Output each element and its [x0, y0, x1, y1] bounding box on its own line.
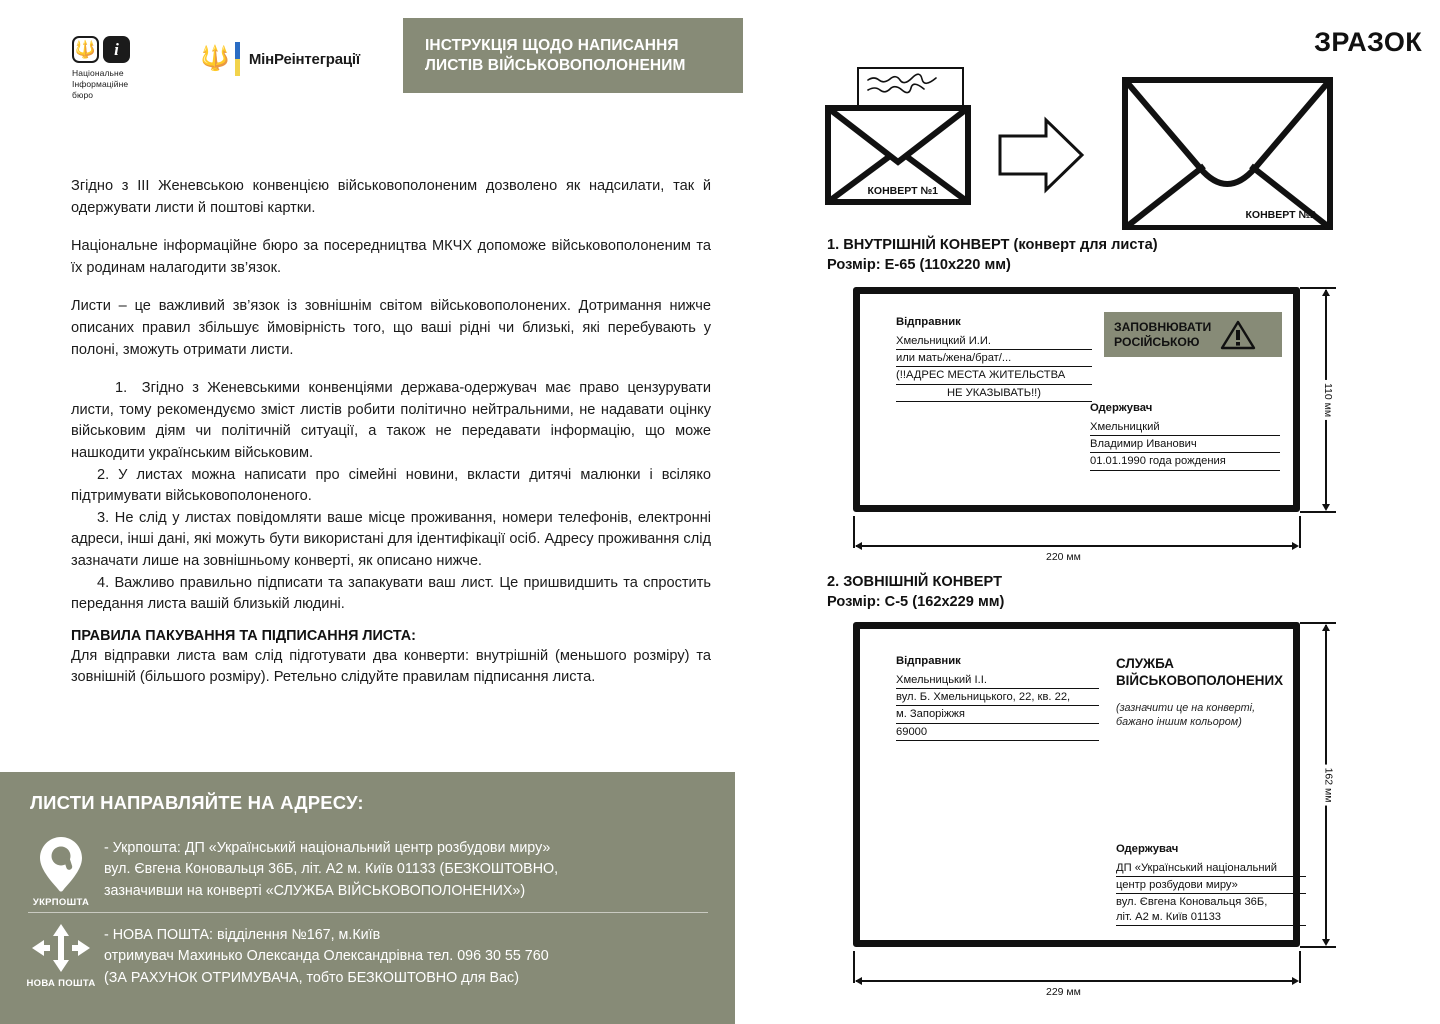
- address-divider: [28, 912, 708, 913]
- pow-service-title-line-2: ВІЙСЬКОВОПОЛОНЕНИХ: [1116, 673, 1283, 689]
- page-title-line-2: ЛИСТІВ ВІЙСЬКОВОПОЛОНЕНИМ: [425, 56, 686, 74]
- nib-caption: [72, 68, 128, 102]
- dim2-width-line: [856, 980, 1297, 982]
- rule-item-4: 4. Важливо правильно підписати та запакувати ваш лист. Це пришвидшить та спростить передання листа вашій близькій людині.: [71, 574, 711, 613]
- envelope2-width-label: 229 мм: [1043, 984, 1084, 1000]
- open-envelope-icon: [828, 68, 968, 202]
- envelope1-recipient-line-3: 01.01.1990 года рождения: [1090, 455, 1280, 470]
- ukraine-flag-bar-icon: [235, 42, 240, 76]
- envelope1-recipient-line-2: Владимир Иванович: [1090, 438, 1280, 453]
- paragraph-3: Листи – це важливий зв’язок із зовнішнім світом військовополонених. Дотримання нижче описаних правил збільшує ймовірність того, що ваші рідні чи близькі, які перебувають у полоні, зможуть отримати листи.: [71, 298, 711, 358]
- closed-envelope-icon: [1125, 80, 1330, 228]
- dim2-tick-bottom: [1300, 946, 1336, 948]
- dim1-tick-bottom: [1300, 511, 1336, 513]
- warning-triangle-icon: [1220, 319, 1256, 351]
- nova-poshta-arrows-icon: [30, 922, 92, 974]
- trident-icon: 🔱: [200, 45, 230, 72]
- sample-label: ЗРАЗОК: [1314, 27, 1422, 57]
- envelope1-heading-line-2: Розмір: Е-65 (110х220 мм): [827, 256, 1011, 273]
- envelope1-caption: КОНВЕРТ №1: [867, 185, 938, 197]
- envelope1-recipient-title: Одержувач: [1090, 402, 1153, 414]
- ukrposhta-line-1: - Укрпошта: ДП «Український національний центр розбудови миру»: [104, 840, 551, 856]
- envelope1-template: [853, 287, 1300, 512]
- minreintegration-label: МінРеінтеграції: [248, 50, 360, 68]
- envelope1-sender-line-4: НЕ УКАЗЫВАТЬ!!): [896, 387, 1092, 402]
- envelope2-sender-line-3: м. Запоріжжя: [896, 708, 1099, 723]
- envelope1-heading: [827, 236, 1158, 275]
- paragraph-1: Згідно з ІІІ Женевською конвенцією військовополоненим дозволено як надсилати, так й одержувати листи й поштові картки.: [71, 178, 711, 216]
- novaposhta-line-3: (ЗА РАХУНОК ОТРИМУВАЧА, тобто БЕЗКОШТОВНО для Вас): [104, 969, 519, 986]
- packing-rules-heading: ПРАВИЛА ПАКУВАННЯ ТА ПІДПИСАННЯ ЛИСТА:: [71, 627, 416, 644]
- dim1-arrow-left: [855, 542, 862, 550]
- novaposhta-address-text: [104, 922, 549, 989]
- envelope2-heading-line-2: Розмір: С-5 (162х229 мм): [827, 593, 1005, 610]
- envelope2-recipient-line-2: центр розбудови миру»: [1116, 879, 1306, 894]
- nib-caption-line-3: бюро: [72, 90, 94, 101]
- pow-service-note: [1116, 655, 1296, 730]
- right-arrow-icon: [1000, 120, 1082, 190]
- novaposhta-label: НОВА ПОШТА: [26, 978, 96, 989]
- ukrposhta-address-text: [104, 835, 558, 902]
- envelope1-sender-line-3: (!!АДРЕС МЕСТА ЖИТЕЛЬСТВА: [896, 369, 1092, 384]
- pow-service-hint-line-2: бажано іншим кольором): [1116, 716, 1242, 729]
- minreintegration-logo: [200, 42, 360, 76]
- pow-service-hint-line-1: (зазначити це на конверті,: [1116, 701, 1256, 714]
- envelope1-sender-line-2: или мать/жена/брат/...: [896, 352, 1092, 367]
- page-title-banner: [403, 18, 743, 93]
- envelope1-height-label: 110 мм: [1320, 380, 1336, 420]
- packing-rules-text: Для відправки листа вам слід підготувати два конверти: внутрішній (меньшого розміру) та зовнішній (більшого розміру). Ретельно слідуйте правилам підписання листа.: [71, 647, 711, 686]
- ukrposhta-line-2: вул. Євгена Коновальця 36Б, літ. А2 м. Київ 01133 (БЕЗКОШТОВНО,: [104, 861, 559, 878]
- dim2-tick-top: [1300, 622, 1336, 624]
- envelope2-sender-line-4: 69000: [896, 726, 1099, 741]
- envelope2-heading-line-1: 2. ЗОВНІШНІЙ КОНВЕРТ: [827, 574, 1002, 590]
- envelope1-heading-line-1: 1. ВНУТРІШНІЙ КОНВЕРТ (конверт для листа): [827, 237, 1158, 253]
- envelope1-sender-line-1: Хмельницкий И.И.: [896, 335, 1092, 350]
- dim1-width-line: [856, 545, 1297, 547]
- envelope2-template: [853, 622, 1300, 947]
- dim2-arrow-down: [1322, 939, 1330, 946]
- envelope2-heading: [827, 573, 1004, 612]
- envelope1-recipient-line-1: Хмельницкий: [1090, 421, 1280, 436]
- national-information-bureau-logo: [72, 36, 130, 102]
- dim1-arrow-right: [1292, 542, 1299, 550]
- nib-marks: [72, 36, 130, 63]
- location-pin-icon: [38, 835, 84, 893]
- dim1-tick-top: [1300, 287, 1336, 289]
- envelope2-recipient-line-1: ДП «Український національний: [1116, 862, 1306, 877]
- warning-line-2: РОСІЙСЬКОЮ: [1114, 334, 1200, 349]
- nib-caption-line-2: Інформаційне: [72, 79, 129, 90]
- envelope2-caption: КОНВЕРТ №2: [1245, 209, 1316, 221]
- mailing-address-title: ЛИСТИ НАПРАВЛЯЙТЕ НА АДРЕСУ:: [30, 792, 364, 813]
- dim1-arrow-up: [1322, 289, 1330, 296]
- novaposhta-logo: [18, 922, 104, 989]
- envelope-illustration-group: [820, 50, 1380, 230]
- envelope2-recipient-field: [1116, 843, 1306, 928]
- envelope1-sender-field: [896, 316, 1092, 404]
- envelope1-sender-title: Відправник: [896, 316, 961, 328]
- ukrposhta-label: УКРПОШТА: [32, 897, 90, 908]
- envelope2-recipient-line-3: вул. Євгена Коновальця 36Б,: [1116, 896, 1268, 909]
- ukrposhta-line-3: зазначивши на конверті «СЛУЖБА ВІЙСЬКОВОПОЛОНЕНИХ»): [104, 882, 526, 899]
- envelope1-recipient-field: [1090, 402, 1280, 473]
- rule-item-3: 3. Не слід у листах повідомляти ваше місце проживання, номери телефонів, електронні адреси, інші дані, які можуть бути використані для ідентифікації осіб. Адресу проживання слід зазначати лише на зовнішньому конверті, як описано нижче.: [71, 509, 711, 569]
- envelope2-recipient-title: Одержувач: [1116, 843, 1179, 855]
- rule-item-1: 1. Згідно з Женевськими конвенціями держава-одержувач має право цензурувати листи, тому рекомендуємо зміст листів робити політично нейтральними, не надавати оцінку військовим діям чи політичній ситуації, а також не передавати інформацію, що може нашкодити українським військовим.: [71, 380, 711, 461]
- mailing-address-block: [0, 772, 735, 1024]
- novaposhta-address-row: [18, 922, 549, 989]
- dim2-tick-right: [1299, 951, 1301, 983]
- nib-info-letter: i: [114, 39, 119, 59]
- novaposhta-line-1: - НОВА ПОШТА: відділення №167, м.Київ: [104, 927, 381, 943]
- warning-text: [1114, 320, 1211, 350]
- rule-item-2: 2. У листах можна написати про сімейні новини, вкласти дитячі малюнки і всіляко підтримувати військовополоненого.: [71, 466, 711, 505]
- logo-group: [72, 36, 360, 102]
- info-icon: [103, 36, 130, 63]
- dim2-arrow-left: [855, 977, 862, 985]
- envelope2-recipient-line-4: літ. А2 м. Київ 01133: [1116, 911, 1306, 926]
- instructions-text-column: [71, 176, 711, 706]
- ukrposhta-address-row: [18, 835, 558, 908]
- nib-caption-line-1: Національне: [72, 68, 124, 78]
- envelope2-height-label: 162 мм: [1320, 765, 1336, 806]
- ukrposhta-logo: [18, 835, 104, 908]
- dim2-arrow-right: [1292, 977, 1299, 985]
- envelope2-sender-field: [896, 655, 1099, 743]
- dim1-arrow-down: [1322, 504, 1330, 511]
- paragraph-2: Національне інформаційне бюро за посередництва МКЧХ допоможе військовополоненим та їх родинам налагодити зв’язок.: [71, 238, 711, 276]
- envelope2-sender-title: Відправник: [896, 655, 961, 667]
- novaposhta-line-2: отримувач Махинько Олександа Олександрівна тел. 096 30 55 760: [104, 948, 549, 965]
- dim2-arrow-up: [1322, 624, 1330, 631]
- page-title-line-1: ІНСТРУКЦІЯ ЩОДО НАПИСАННЯ: [425, 36, 679, 54]
- envelope2-sender-line-1: Хмельницький І.І.: [896, 674, 1099, 689]
- envelope1-width-label: 220 мм: [1043, 549, 1084, 565]
- warning-line-1: ЗАПОВНЮВАТИ: [1114, 319, 1212, 334]
- pow-service-title-line-1: СЛУЖБА: [1116, 656, 1174, 671]
- fill-in-russian-warning: [1104, 312, 1282, 357]
- dim1-tick-right: [1299, 516, 1301, 548]
- pow-service-hint: [1116, 701, 1296, 730]
- trident-icon: 🔱: [72, 36, 99, 63]
- envelope2-sender-line-2: вул. Б. Хмельницького, 22, кв. 22,: [896, 691, 1099, 706]
